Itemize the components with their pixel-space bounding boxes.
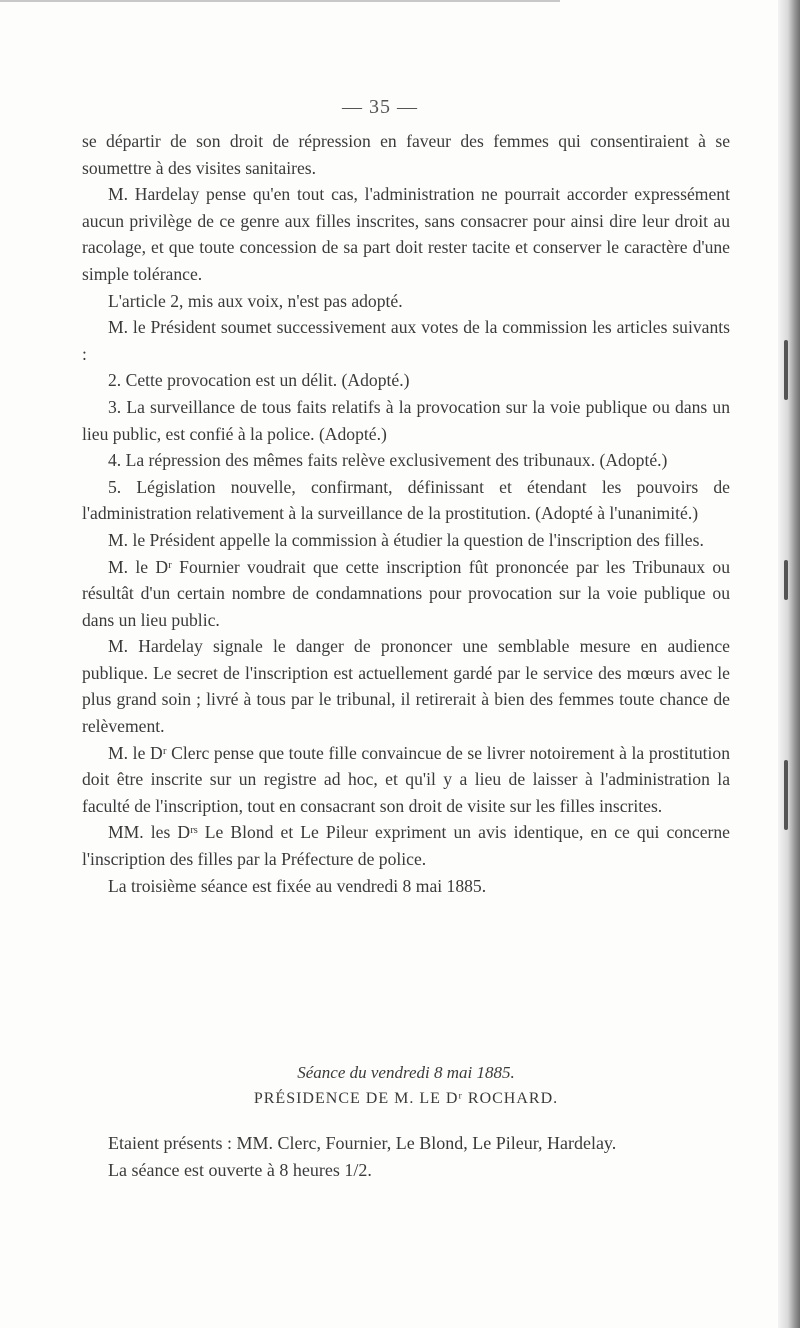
spine-mark [784, 340, 788, 400]
page-number: — 35 — [342, 96, 418, 118]
session-header [82, 1060, 730, 1112]
book-spine-shadow [778, 0, 800, 1328]
scan-top-edge [0, 0, 560, 2]
session-title: Séance du vendredi 8 mai 1885. [297, 1063, 515, 1082]
paragraph: L'article 2, mis aux voix, n'est pas adopté. [108, 290, 403, 311]
paragraph: 2. Cette provocation est un délit. (Adopté.) [108, 370, 410, 391]
opening-paragraph: La séance est ouverte à 8 heures 1/2. [108, 1160, 372, 1180]
body-text [82, 128, 730, 899]
attendance-paragraph: Etaient présents : MM. Clerc, Fournier, Le Blond, Le Pileur, Hardelay. [108, 1133, 617, 1153]
paragraph: M. Hardelay pense qu'en tout cas, l'administration ne pourrait accorder expressément aucun privilège de ce genre aux filles inscrites, sans consacrer pour ainsi dire leur droit au racolage, et que toute concession de sa part doit rester tacite et conserver le caractère d'une simple tolérance. [82, 184, 730, 284]
session-body [82, 1130, 730, 1184]
paragraph: M. le Président appelle la commission à étudier la question de l'inscription des filles. [108, 529, 704, 550]
paragraph: se départir de son droit de répression en faveur des femmes qui consentiraient à se soumettre à des visites sanitaires. [82, 131, 730, 178]
paragraph: 3. La surveillance de tous faits relatifs à la provocation sur la voie publique ou dans un lieu public, est confié à la police. (Adopté.) [82, 396, 730, 444]
paragraph: La troisième séance est fixée au vendredi 8 mai 1885. [108, 875, 487, 896]
paragraph: M. le Dʳ Fournier voudrait que cette inscription fût prononcée par les Tribunaux ou résultât d'un certain nombre de condamnations pour provocation sur la voie publique ou dans un lieu public. [82, 556, 730, 630]
session-presidency: PRÉSIDENCE DE M. LE Dʳ ROCHARD. [253, 1090, 559, 1107]
paragraph: M. le Président soumet successivement aux votes de la commission les articles suivants : [82, 317, 730, 364]
spine-mark [784, 760, 788, 830]
paragraph: MM. les Dʳˢ Le Blond et Le Pileur expriment un avis identique, en ce qui concerne l'inscription des filles par la Préfecture de police. [82, 822, 730, 870]
spine-mark [784, 560, 788, 600]
paragraph: 5. Législation nouvelle, confirmant, définissant et étendant les pouvoirs de l'administration relativement à la surveillance de la prostitution. (Adopté à l'unanimité.) [82, 476, 730, 524]
paragraph: 4. La répression des mêmes faits relève exclusivement des tribunaux. (Adopté.) [108, 450, 668, 471]
paragraph: M. le Dʳ Clerc pense que toute fille convaincue de se livrer notoirement à la prostitution doit être inscrite sur un registre ad hoc, et qu'il y a lieu de laisser à l'administration la faculté de l'inscription, tout en consacrant son droit de visite sur les filles inscrites. [82, 742, 730, 816]
paragraph: M. Hardelay signale le danger de prononcer une semblable mesure en audience publique. Le secret de l'inscription est actuellement gardé par le service des mœurs avec le plus grand soin ; livré à tous par le tribunal, il retirerait à bien des femmes toute chance de relèvement. [82, 636, 730, 737]
